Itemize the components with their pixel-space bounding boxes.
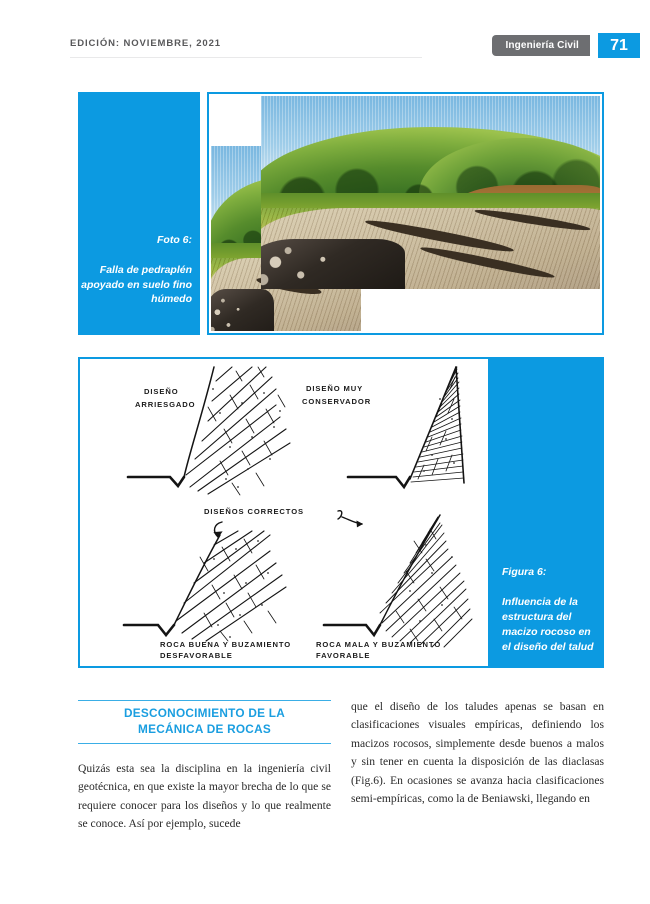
section-heading-line1: DESCONOCIMIENTO DE LA [123,706,286,720]
page-number-badge [598,33,640,58]
figure-label-top-left-2: ARRIESGADO [135,400,196,409]
photo-caption-label: Foto 6: [157,234,192,246]
magazine-tab [492,35,590,56]
figure-slope-bottom-left [124,531,286,641]
section-heading-line2: MECÁNICA DE ROCAS [138,721,271,736]
figure-stipple-top-left [212,388,281,488]
figure-frame [78,357,490,668]
page-header [0,0,650,80]
figure-label-top-right-1: DISEÑO MUY [306,384,364,393]
page-number-label: 71 [610,36,628,54]
section-heading-block [78,700,331,744]
magazine-tab-label: Ingeniería Civil [505,40,579,51]
figure-label-bottom-left-1: ROCA BUENA Y BUZAMIENTO [160,640,292,649]
header-divider [70,57,422,58]
figure-caption-text: Influencia de la estructura del macizo rocoso en el diseño del talud [502,596,594,653]
body-column-right [351,698,604,808]
figure-caption-label: Figura 6: [502,566,547,578]
photo-caption-panel [78,92,200,335]
figure-arrow-right [338,511,362,527]
figure-stipple-bottom-right [409,544,453,622]
figure-label-bottom-left-2: DESFAVORABLE [160,651,233,660]
figure-arrow-left [214,522,222,537]
figure-label-middle: DISEÑOS CORRECTOS [204,507,304,516]
figure-label-bottom-right-1: ROCA MALA Y BUZAMIENTO [316,640,442,649]
figure-label-top-right-2: CONSERVADOR [302,397,372,406]
photo-rubble [261,239,405,289]
figure-label-top-left-1: DISEÑO [144,387,179,396]
body-paragraph-left: Quizás esta sea la disciplina en la ingeniería civil geotécnica, en que existe la mayor brecha de lo que se requiere conocer para los diseños y lo que realmente se conoce. Así por ejemplo, sucede [78,762,331,831]
photo-frame [207,92,604,335]
photo-segment-right [261,96,600,289]
edition-label: EDICIÓN: NOVIEMBRE, 2021 [70,38,221,49]
section-heading-rule-top [78,700,331,701]
figure-caption-panel [490,357,604,668]
photo-block [78,92,604,335]
figure-slope-top-right [348,367,464,487]
photo-rubble [211,289,274,331]
figure-diagram [80,359,488,666]
section-heading [78,706,331,737]
figure-block [78,357,604,668]
figure-label-bottom-right-2: FAVORABLE [316,651,371,660]
body-column-left [78,760,331,834]
body-paragraph-right: que el diseño de los taludes apenas se basan en clasificaciones visuales empíricas, definiendo los macizos rocosos, simplemente desde buenos a malos y sin tener en cuenta la disposición de las diaclasas (Fig.6). En ocasiones se avanza hacia clasificaciones semi-empíricas, como la de Beniawski, llegando en [351,700,604,806]
figure-slope-bottom-right [324,515,472,647]
photo-image [211,96,600,331]
photo-caption-text: Falla de pedraplén apoyado en suelo fino húmedo [81,264,192,305]
section-heading-rule-bottom [78,743,331,744]
